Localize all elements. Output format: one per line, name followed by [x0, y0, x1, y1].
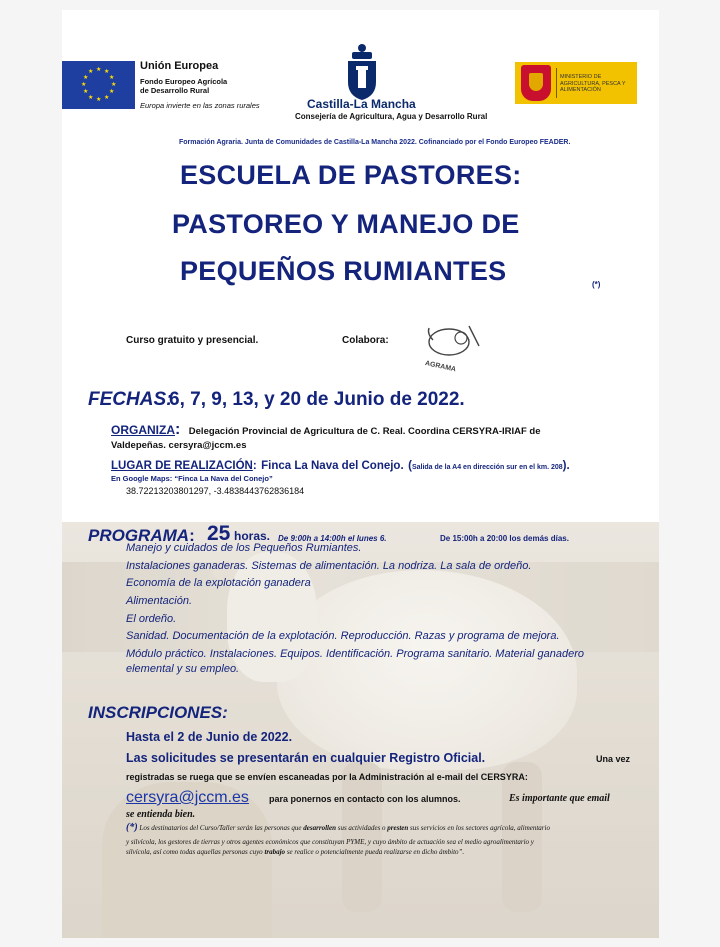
note-text: sus actividades o: [337, 824, 386, 832]
title-line-1: ESCUELA DE PASTORES:: [180, 160, 522, 190]
inscripciones-important: Es importante que email: [509, 793, 610, 804]
note-emphasis: desarrollen: [303, 824, 336, 832]
programa-topic: El ordeño.: [126, 613, 177, 625]
eu-title: Unión Europea: [140, 60, 219, 72]
inscripciones-label: INSCRIPCIONES:: [88, 703, 228, 722]
colabora-label: Colabora:: [342, 335, 389, 346]
agrama-logo: [419, 320, 485, 376]
inscripciones-instructions: registradas se ruega que se envíen escaneadas por la Administración al e-mail del CERSYRA:: [126, 772, 528, 782]
lugar-coords: 38.72213203801297, -3.4838443762836184: [126, 486, 305, 496]
curso-text: Curso gratuito y presencial.: [126, 335, 259, 346]
note-text: silvícola, así como todas aquellas personas cuyo: [126, 848, 263, 856]
lugar-row: [111, 456, 570, 474]
organiza-text: Delegación Provincial de Agricultura de C. Real. Coordina CERSYRA-IRIAF de: [188, 426, 541, 437]
programa-colon: :: [189, 526, 195, 545]
title-line-3: PEQUEÑOS RUMIANTES: [180, 256, 507, 286]
lugar-colon: :: [252, 460, 257, 472]
inscripciones-email-link[interactable]: cersyra@jccm.es: [126, 789, 249, 806]
agrama-text: AGRAMA: [424, 360, 457, 374]
note-line-3: [126, 848, 658, 857]
ministry-text: MINISTERIO DE AGRICULTURA, PESCA Y ALIMENTACIÓN: [560, 74, 626, 93]
organiza-colon: :: [175, 421, 181, 438]
eu-tagline: Europa invierte en las zonas rurales: [140, 101, 260, 110]
eu-flag-icon: ★ ★ ★ ★ ★ ★ ★ ★ ★ ★ ★ ★: [62, 61, 135, 109]
programa-schedule-2: De 15:00h a 20:00 los demás días.: [440, 534, 569, 543]
programa-topic: Economía de la explotación ganadera: [126, 577, 311, 589]
programa-label-text: PROGRAMA: [88, 526, 190, 545]
spain-shield-icon: [521, 65, 551, 101]
note-line-1: [126, 823, 658, 833]
lugar-label: LUGAR DE REALIZACIÓN: [111, 460, 253, 472]
note-text: Los destinatarios del Curso/Taller serán las personas que: [139, 824, 302, 832]
organiza-text-2: Valdepeñas. cersyra@jccm.es: [111, 440, 247, 451]
inscripciones-registro: Las solicitudes se presentarán en cualquier Registro Oficial.: [126, 751, 486, 765]
programa-topic: Alimentación.: [126, 595, 193, 607]
inscripciones-una-vez: Una vez: [596, 754, 631, 764]
clm-name: Castilla-La Mancha: [307, 97, 416, 111]
lugar-paren-close: ).: [562, 460, 570, 472]
organiza-row: [111, 421, 541, 439]
inscripciones-deadline: Hasta el 2 de Junio de 2022.: [126, 730, 293, 744]
note-text: sus servicios en los sectores agrícola, alimentario: [410, 824, 550, 832]
crest-icon: [334, 42, 390, 104]
ministry-divider: [556, 68, 557, 98]
clm-department: Consejería de Agricultura, Agua y Desarrollo Rural: [295, 112, 488, 121]
note-line-2: y silvícola, los gestores de tierras y otros agentes económicos que constituyan PYME, y cuyo ámbito de actuación sea el medio agroalimentario y: [126, 838, 534, 846]
fechas-value: 6, 7, 9, 13, y 20 de Junio de 2022.: [169, 389, 465, 410]
flyer-page: [62, 10, 659, 938]
inscripciones-important-2: se entienda bien.: [126, 809, 196, 820]
inscripciones-contact: para ponernos en contacto con los alumnos.: [269, 794, 461, 804]
note-asterisk: (*): [126, 822, 138, 833]
programa-hours-unit: horas.: [234, 529, 271, 543]
programa-topic: Módulo práctico. Instalaciones. Equipos. Identificación. Programa sanitario. Material ganadero: [126, 648, 584, 660]
note-emphasis: trabajo: [264, 848, 286, 856]
lugar-paren-open: (: [408, 460, 412, 472]
title-asterisk: (*): [592, 280, 601, 289]
organiza-label: ORGANIZA: [111, 423, 175, 437]
lugar-detail: Salida de la A4 en dirección sur en el km. 208: [411, 464, 563, 471]
lugar-place: Finca La Nava del Conejo.: [261, 460, 404, 472]
eu-fund-line: Fondo Europeo Agrícola: [140, 77, 228, 86]
eu-fund-line: de Desarrollo Rural: [140, 86, 210, 95]
fechas-label: FECHAS:: [88, 389, 173, 410]
title-line-2: PASTOREO Y MANEJO DE: [172, 209, 520, 239]
programa-topic: Sanidad. Documentación de la explotación. Reproducción. Razas y programa de mejora.: [126, 630, 560, 642]
programa-schedule-1: De 9:00h a 14:00h el lunes 6.: [278, 534, 387, 543]
lugar-maps: En Google Maps: “Finca La Nava del Conejo”: [111, 474, 273, 483]
programa-topic: Manejo y cuidados de los Pequeños Rumiantes.: [126, 542, 362, 554]
programa-topic: elemental y su empleo.: [126, 663, 240, 675]
note-emphasis: presten: [387, 824, 409, 832]
programa-hours: 25: [207, 522, 231, 545]
programa-topic: Instalaciones ganaderas. Sistemas de alimentación. La nodriza. La sala de ordeño.: [126, 560, 532, 572]
formacion-line: Formación Agraria. Junta de Comunidades de Castilla-La Mancha 2022. Cofinanciado por el Fondo Europeo FEADER.: [179, 139, 571, 146]
note-text: se realice o potencialmente pueda realizarse en dicho ámbito”.: [286, 848, 465, 856]
